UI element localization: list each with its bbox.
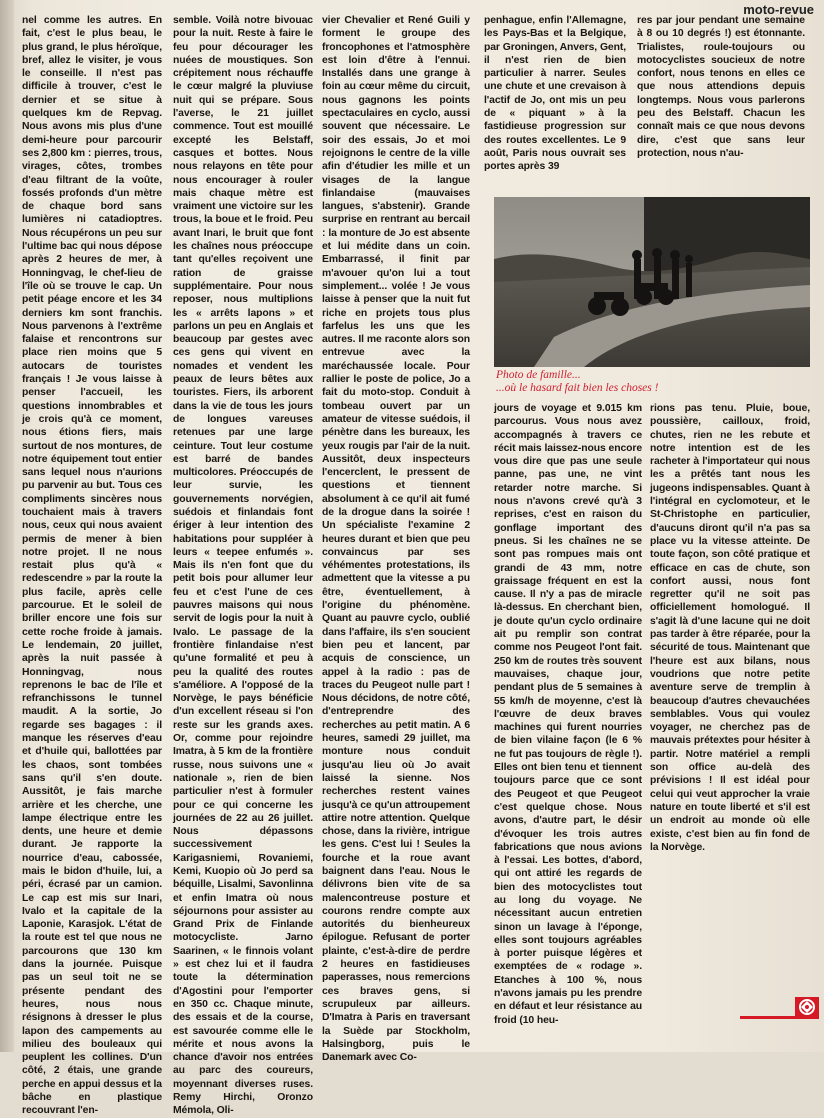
text-column-1: [22, 14, 162, 1117]
text-column-4-bottom: [494, 402, 642, 1038]
section-header: moto-revue: [743, 2, 814, 17]
column-text: rions pas tenu. Pluie, boue, poussière, cailloux, froid, chutes, rien ne les rebute et notre intention est de les racheter à l'importateur qui nous les a prêtés tant nous les jugeons indispensables. Quant à l'intégral en cyclomoteur, et le St-Christophe en particulier, d'aucuns diront qu'il n'a pas sa place vu la vitesse atteinte. De toute façon, son côté pratique et efficace en cas de chute, son confort aussi, nous font regretter qu'il ne soit pas officiellement homologué. Il s'agit là d'une lacune qui ne doit pas tarder à être réparée, pour la sécurité de tous. Maintenant que l'heure est aux bilans, nous voudrions que notre petite aventure serve de tremplin à beaucoup d'autres chevauchées semblables. Vous qui voulez voyager, ne cherchez pas de mauvais prétextes pour hésiter à partir. Notre matériel a rempli son office au-delà des prévisions ! Il est idéal pour celui qui veut approcher la vraie nature en toute liberté et s'il est un endroit au monde où elle existe, c'est bien au fin fond de la Norvège.: [650, 403, 810, 853]
text-column-2: [173, 14, 313, 1117]
column-text: penhague, enfin l'Allemagne, les Pays-Bas et la Belgique, par Groningen, Anvers, Gent, il n'est rien de bien particulier à narrer. Seules une chute et une crevaison à l'actif de Jo, ont mis un peu de « piquant » à la fastidieuse progression sur des routes excellentes. Le 9 août, Paris nous ouvrait ses portes après 39: [484, 15, 626, 173]
photo-caption: [496, 369, 796, 395]
end-mark-icon: [797, 997, 817, 1017]
column-text: vier Chevalier et René Guili y forment le groupe des froncophones et l'atmosphère est loin d'être à l'ennui. Installés dans une grange à foin au cœur même du circuit, nous gagnons les points spectaculaires en cyclo, aussi souvent que nécessaire. Le soir des essais, Jo et moi rejoignons le centre de la ville afin d'étudier les mille et un visages de la langue finlandaise (mauvaises langues, s'abstenir). Grande surprise en rentrant au bercail : la monture de Jo est absente et lui médite dans un coin. Embarrassé, il finit par m'avouer qu'on lui a tout simplement... volée ! Je vous laisse à penser que la nuit fut riche en projets tous plus farfelus les uns que les autres. Il me raconte alors son entrevue avec la maréchaussée locale. Pour rallier le poste de police, Jo a fait du moto-stop. Conduit à tombeau ouvert par un amateur de vitesse suédois, il pénètre dans les bureaux, les yeux rougis par l'air de la nuit. Aussitôt, deux inspecteurs l'encerclent, le pressent de questions et tiennent absolument à ce qu'il ait fumé de la drogue dans la soirée ! Un spécialiste l'examine 2 heures durant et bien que peu convaincus par ses véhémentes protestations, ils admettent que la vitesse a pu être, éventuellement, à l'origine du phénomène. Quant au pauvre cyclo, oublié dans l'affaire, ils s'en soucient bien peu et lancent, par acquis de conscience, un appel à la radio : pas de traces du Peugeot nulle part ! Nous décidons, de notre côté, d'entreprendre des recherches au petit matin. A 6 heures, samedi 29 juillet, ma monture nous conduit jusqu'au lieu où Jo avait laissé la sienne. Nos recherches restent vaines jusqu'à ce qu'un attroupement attire notre attention. Quelque chose, dans la rivière, intrigue les gens. C'est lui ! Seules la fourche et la roue avant baignent dans l'eau. Nous le délivrons bien vite de sa malencontreuse posture et courons rendre compte aux autorités du bienheureux épilogue. Refusant de porter plainte, c'est-à-dire de perdre 2 heures en fastidieuses paperasses, nous remercions ces braves gens, si scrupuleux par ailleurs. D'Imatra à Paris en traversant la Suède par Stockholm, Halsingborg, puis le Danemark avec Co-: [322, 15, 470, 1064]
column-text: nel comme les autres. En fait, c'est le plus beau, le plus grand, le plus héroïque, bref, allez le visiter, je vous le conseille. Il n'est pas difficile à trouver, c'est le dernier et se situe à quelques km de Repvag. Nous avons mis plus d'une demi-heure pour parcourir ses 2,800 km : pierres, trous, virages, côtes, trombes d'eau filtrant de la voûte, fossés profonds d'un mètre de chaque bord sans lumières ni catadioptres. Nous récupérons un peu sur l'ultime bac qui nous dépose après 2 heures de mer, à Honningvag, le chef-lieu de l'île où se trouve le cap. Un petit péage encore et les 34 derniers km sont franchis. Nous parvenons à l'extrême falaise et rencontrons sur place rien moins que 5 autocars de touristes français ! Je vous laisse à penser l'accueil, les questions innombrables et je crois qu'à ce moment, nous étions fiers, mais surtout de nos montures, de notre équipement tout entier sans lequel nous n'aurions pu parvenir au but. Tous ces compliments sincères nous touchaient mais à travers nous, ceux qui nous avaient permis de mener à bien notre projet. Il ne nous restait plus qu'à « redescendre » par la route la plus facile, après celle parcourue. Et le soleil de briller encore une fois sur cette roche froide à jamais. Le lendemain, 20 juillet, après la nuit passée à Honningvag, nous reprenons le bac de l'île et refranchissons le tunnel maudit. A la sortie, Jo regarde ses bagages : il manque les réserves d'eau et d'huile qui, ballottées par les chaos, sont tombées sans qu'il s'en doute. Aussitôt, je fais marche arrière et les cherche, une lampe électrique entre les dents, une heure et demie durant. Je rapporte la nourrice d'eau, cabossée, mais le bidon d'huile, lui, a péri, écrasé par un camion. Le cap est mis sur Inari, Ivalo et la capitale de la Laponie, Karasjok. L'état de la route est tel que nous ne parcourons que 130 km dans la journée. Puisque pas un seul toit ne se présente pendant des heures, nous nous résignons à dresser le plus lapon des campements au milieu des bouleaux qui peuplent les collines. D'un côté, 2 étais, une grande perche en appui dessus et la bâche en plastique recouvrant l'en-: [22, 15, 162, 1117]
column-text: jours de voyage et 9.015 km parcourus. Vous nous avez accompagnés à travers ce récit mais laissez-nous encore vous dire que pas une seule panne, pas une, ne vint retarder notre marche. Si nous n'avons crevé qu'à 3 reprises, c'est en raison du gonflage important des pneus. Si les chaînes ne se sont pas rompues mais ont grandi de 43 mm, notre graissage fréquent en est la cause. Il n'y a pas de miracle là-dessus. En cherchant bien, je doute qu'un cyclo ordinaire ait pu remplir son contrat comme nos Peugeot l'ont fait. 250 km de routes très souvent mauvaises, chaque jour, pendant plus de 5 semaines à 55 km/h de moyenne, c'est là l'œuvre de deux braves machines qui furent nourries de bien vilaine façon (le 6 % ne fut pas toujours de règle !). Elles ont bien tenu et tiennent toujours parce que ce sont des Peugeot et que Peugeot c'est quelque chose. Nous avons, d'autre part, le désir d'évoquer les trois autres fabrications que nous avions à l'essai. Les bottes, d'abord, qui ont attiré les regards de bien des motocyclistes tout au long du voyage. Ne nécessitant aucun entretien sinon un lavage à l'éponge, elles sont toujours agréables à porter puisque légères et exemptées de « rodage ». Etanches à 100 %, nous n'avons jamais pu les prendre en défaut et leur résistance au froid (10 heu-: [494, 403, 642, 1026]
caption-line-1: Photo de famille...: [496, 369, 581, 381]
text-column-5-top: [637, 14, 805, 194]
photo-illustration: [494, 197, 810, 367]
family-photo: [494, 197, 810, 367]
column-text: semble. Voilà notre bivouac pour la nuit. Reste à faire le feu pour décourager les nuées de moustiques. Son crépitement nous réchauffe le cœur malgré la pluviuse nuit qui se prépare. Sous l'averse, le 21 juillet commence. Tout est mouillé excepté les Belstaff, casques et bottes. Nous nous relayons en tête pour nous encourager à rouler mais chaque mètre est vraiment une victoire sur les trous, la boue et le froid. Peu avant Inari, le bruit que font les chaînes nous préoccupe tant qu'elles reçoivent une ration de graisse supplémentaire. Pour nous reposer, nous multiplions les « arrêts lapons » et parlons un peu en Anglais et beaucoup par gestes avec ces gens qui vivent en nomades et vendent les peaux de leurs bêtes aux touristes. Fiers, ils arborent dans la vie de tous les jours de longues vareuses retenues par une large ceinture. Tout leur costume est barré de bandes multicolores. Préoccupés de leur survie, les gouvernements norvégien, suédois et finlandais font ériger à leur intention des habitations pour suppléer à leurs « teepee enfumés ». Mais ils n'en font que du petit bois pour allumer leur feu et c'est l'une de ces pauvres maisons qui nous servit de logis pour la nuit à Ivalo. Le passage de la frontière finlandaise n'est qu'une formalité et peu à peu la qualité des routes s'améliore. A l'opposé de la Norvège, le pays bénéficie d'un excellent réseau si l'on reste sur les grands axes. Or, comme pour rejoindre Imatra, à 5 km de la frontière russe, nous suivons une « nationale », rien de bien particulier n'est à formuler pour ce qui concerne les journées de 22 au 26 juillet. Nous dépassons successivement Karigasniemi, Rovaniemi, Kemi, Kuopio où Jo perd sa béquille, Lisalmi, Savonlinna et enfin Imatra où nous séjournons pour assister au Grand Prix de Finlande motocycliste. Jarno Saarinen, « le finnois volant » est chez lui et il faudra toute la détermination d'Agostini pour l'emporter en 350 cc. Chaque minute, des essais et de la course, est savourée comme elle le mérite et nous avons la chance d'avoir nos entrées au parc des coureurs, moyennant diverses ruses. Remy Hirchi, Oronzo Mémola, Oli-: [173, 15, 313, 1117]
text-column-3: [322, 14, 470, 1064]
caption-line-2: ...où le hasard fait bien les choses !: [496, 382, 659, 394]
text-column-4-top: [484, 14, 626, 184]
text-column-5-bottom: [650, 402, 810, 874]
page-spine-shadow: [0, 0, 14, 1052]
column-text: res par jour pendant une semaine à 8 ou 10 degrés !) est étonnante. Trialistes, roule-toujours ou motocyclistes soucieux de notre confort, nous tenons en elles ce que nous attendions depuis longtemps. Nous vous parlerons peu des Belstaff. Chacun les connaît mais ce que nous devons dire, c'est que sans leur protection, nous n'au-: [637, 15, 805, 159]
